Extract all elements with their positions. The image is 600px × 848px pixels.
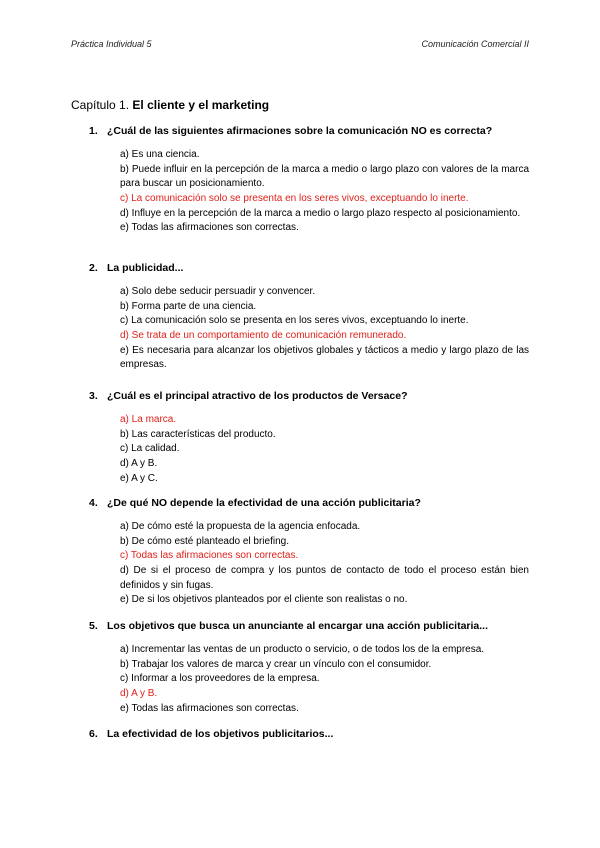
question-title	[89, 124, 529, 139]
question-number: 1.	[89, 125, 98, 137]
answer-option: b) Forma parte de una ciencia.	[120, 300, 257, 312]
answer-option: e) A y C.	[120, 472, 158, 484]
question-title	[89, 619, 529, 634]
header-course-name: Comunicación Comercial II	[421, 39, 529, 49]
answer-option: e) Es necesaria para alcanzar los objetivos globales y tácticos a medio y largo plazo de las empresas.	[120, 344, 529, 371]
question-3	[89, 389, 529, 486]
question-5	[89, 619, 529, 716]
question-text: La publicidad...	[107, 262, 184, 274]
question-text: ¿Cuál de las siguientes afirmaciones sobre la comunicación NO es correcta?	[107, 125, 493, 137]
answer-option-correct: d) A y B.	[120, 687, 158, 699]
chapter-prefix: Capítulo 1.	[71, 98, 130, 112]
question-number: 3.	[89, 390, 98, 402]
question-text: La efectividad de los objetivos publicitarios...	[107, 728, 334, 740]
answer-option: a) Solo debe seducir persuadir y convencer.	[120, 285, 316, 297]
answer-option: e) Todas las afirmaciones son correctas.	[120, 702, 299, 714]
answer-option-correct: a) La marca.	[120, 413, 177, 425]
question-text: Los objetivos que busca un anunciante al encargar una acción publicitaria...	[107, 620, 489, 632]
question-2	[89, 261, 529, 373]
question-6	[89, 727, 529, 742]
answer-option: b) De cómo esté planteado el briefing.	[120, 535, 289, 547]
question-number: 4.	[89, 497, 98, 509]
answer-option: c) La calidad.	[120, 443, 180, 455]
answer-option: a) Es una ciencia.	[120, 148, 200, 160]
answer-options	[120, 413, 529, 487]
answer-option: c) Informar a los proveedores de la empresa.	[120, 673, 320, 685]
question-4	[89, 496, 529, 608]
question-1	[89, 124, 529, 236]
answer-option: c) La comunicación solo se presenta en los seres vivos, exceptuando lo inerte.	[120, 315, 469, 327]
answer-option: a) De cómo esté la propuesta de la agencia enfocada.	[120, 520, 361, 532]
question-title	[89, 496, 529, 511]
question-title	[89, 261, 529, 276]
answer-option-correct: d) Se trata de un comportamiento de comunicación remunerado.	[120, 329, 407, 341]
chapter-heading	[71, 98, 269, 112]
question-text: ¿De qué NO depende la efectividad de una acción publicitaria?	[107, 497, 421, 509]
answer-option: a) Incrementar las ventas de un producto o servicio, o de todos los de la empresa.	[120, 643, 485, 655]
answer-option: b) Puede influir en la percepción de la marca a medio o largo plazo con valores de la marca para buscar un posicionamiento.	[120, 163, 529, 190]
answer-option: d) A y B.	[120, 457, 158, 469]
chapter-title: El cliente y el marketing	[132, 98, 270, 112]
answer-option: b) Trabajar los valores de marca y crear un vínculo con el consumidor.	[120, 658, 432, 670]
question-number: 6.	[89, 728, 98, 740]
answer-option-correct: c) La comunicación solo se presenta en los seres vivos, exceptuando lo inerte.	[120, 192, 469, 204]
question-number: 5.	[89, 620, 98, 632]
question-title	[89, 389, 529, 404]
answer-options	[120, 643, 529, 717]
answer-option: e) De si los objetivos planteados por el cliente son realistas o no.	[120, 594, 408, 606]
answer-options	[120, 285, 529, 373]
answer-options	[120, 148, 529, 236]
header-course-assignment: Práctica Individual 5	[71, 39, 152, 49]
answer-option-correct: c) Todas las afirmaciones son correctas.	[120, 550, 299, 562]
answer-options	[120, 520, 529, 608]
answer-option: b) Las características del producto.	[120, 428, 276, 440]
question-number: 2.	[89, 262, 98, 274]
answer-option: d) De si el proceso de compra y los puntos de contacto de todo el proceso están bien definidos y sin fugas.	[120, 564, 529, 591]
question-title	[89, 727, 529, 742]
question-text: ¿Cuál es el principal atractivo de los productos de Versace?	[107, 390, 408, 402]
answer-option: e) Todas las afirmaciones son correctas.	[120, 222, 299, 234]
answer-option: d) Influye en la percepción de la marca a medio o largo plazo respecto al posicionamiento.	[120, 207, 521, 219]
